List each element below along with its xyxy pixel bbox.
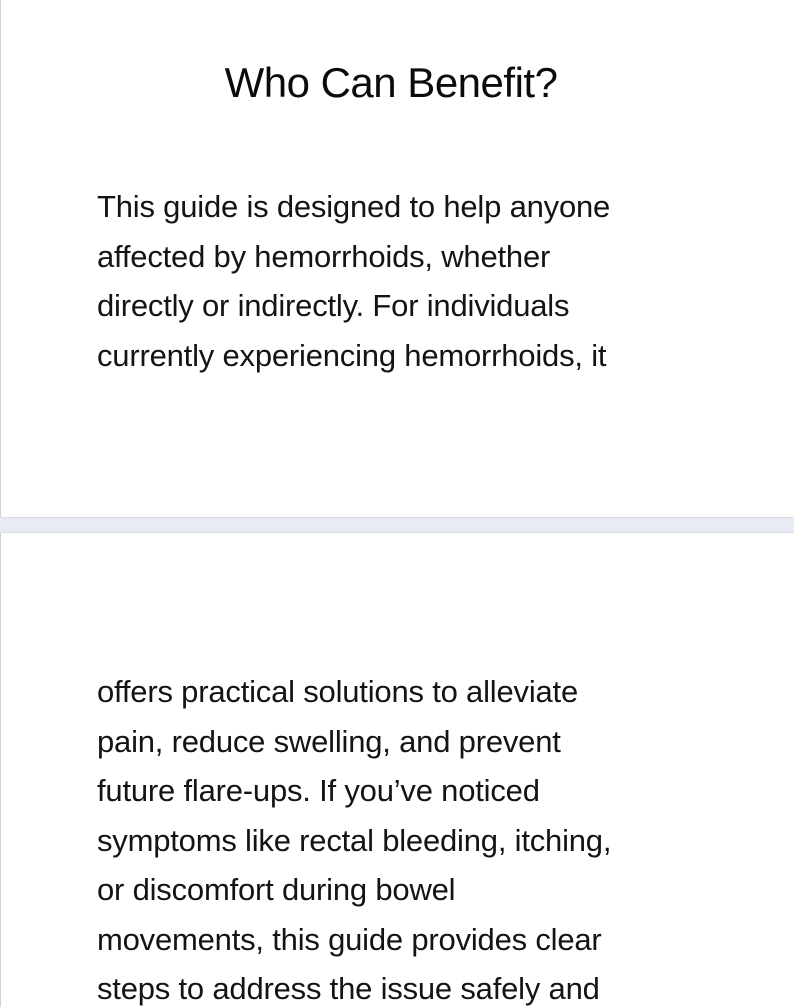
text-line: steps to address the issue safely and [97,971,600,1006]
page-title: Who Can Benefit? [224,59,558,106]
document-page-2 [0,533,794,1007]
page-separator [0,517,794,533]
text-line: offers practical solutions to alleviate [97,674,578,709]
paragraph-2 [97,667,611,1007]
text-line: pain, reduce swelling, and prevent [97,723,561,759]
text-line: currently experiencing hemorrhoids, it [97,337,607,373]
text-line: This guide is designed to help anyone [97,189,611,224]
text-line: movements, this guide provides clear [97,921,602,957]
text-line: affected by hemorrhoids, whether [97,238,551,274]
text-line: or discomfort during bowel [97,872,456,907]
text-line: directly or indirectly. For individuals [97,288,570,323]
paragraph-1 [97,182,610,380]
text-line: future flare-ups. If you’ve noticed [97,773,540,808]
text-line: symptoms like rectal bleeding, itching, [97,822,612,858]
